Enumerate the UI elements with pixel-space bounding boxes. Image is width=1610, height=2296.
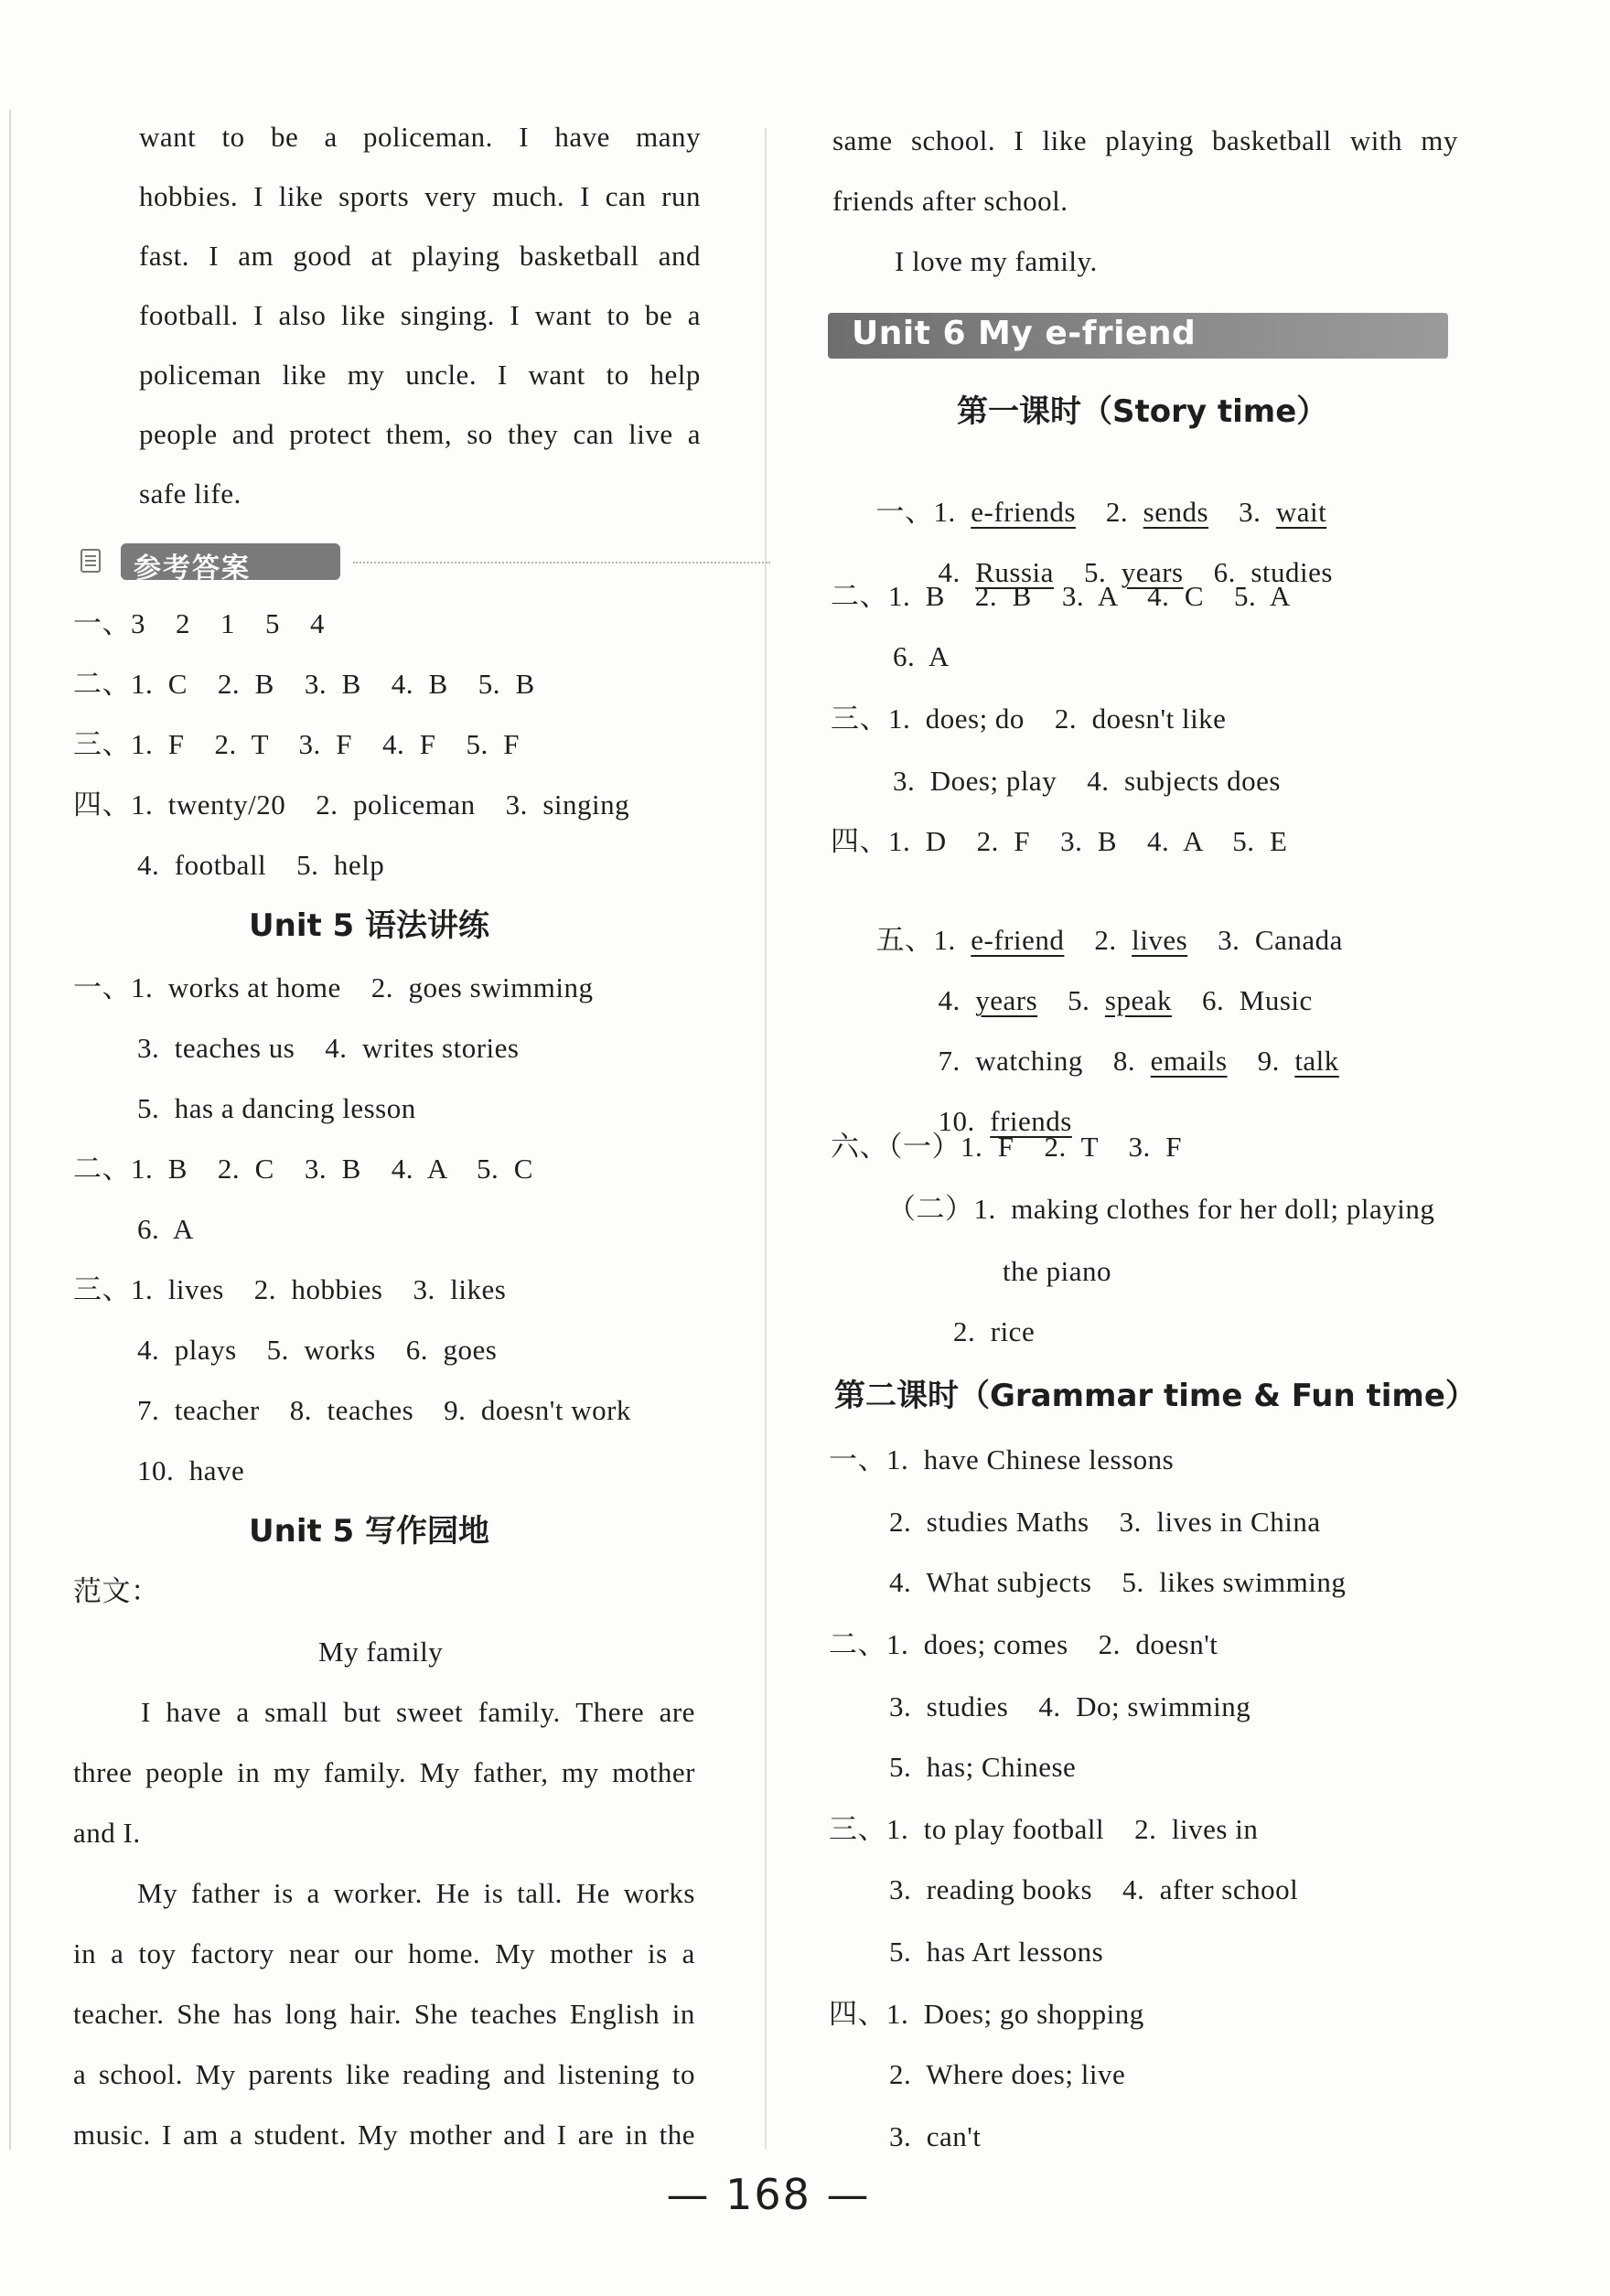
essay-word: a xyxy=(230,2119,243,2151)
essay-word: want xyxy=(528,359,585,391)
answer-line: 一、1. have Chinese lessons xyxy=(829,1443,1175,1475)
page-edge-shadow xyxy=(9,110,11,2150)
answer-line: 二、1. C 2. B 3. B 4. B 5. B xyxy=(73,668,535,700)
essay-word: My xyxy=(195,2058,236,2090)
answer-number: 一、1. xyxy=(875,496,956,528)
essay-word: is xyxy=(647,1937,668,1969)
answer-line: 一、1. works at home 2. goes swimming xyxy=(73,971,594,1003)
answer-line: 四、1. Does; go shopping xyxy=(829,1998,1144,2030)
essay-word: many xyxy=(636,121,701,153)
essay-line xyxy=(73,1936,695,1972)
answer-number: 2. xyxy=(1105,496,1129,528)
essay-word: the xyxy=(659,2119,695,2151)
essay-word: factory xyxy=(190,1937,274,1969)
essay-word: three xyxy=(73,1756,133,1788)
reference-answer-banner xyxy=(73,542,704,585)
essay-word: She xyxy=(177,1998,221,2030)
answer-number: 2. xyxy=(1094,924,1117,956)
answer-line: 3. can't xyxy=(889,2120,982,2152)
document-icon xyxy=(80,549,101,573)
essay-word: home. xyxy=(407,1937,481,1969)
answer-number: 4. xyxy=(938,556,961,588)
essay-word: help xyxy=(649,359,701,391)
essay-word: has xyxy=(232,1998,273,2030)
essay-word: toy xyxy=(138,1937,177,1969)
essay-word: football. xyxy=(139,299,239,331)
lesson-heading-story-time: 第一课时（Story time） xyxy=(957,393,1328,430)
underlined-answer: lives xyxy=(1132,924,1188,956)
essay-word: basketball xyxy=(519,240,639,272)
answer-number: 9. xyxy=(1257,1045,1280,1077)
answer-line: 二、1. does; comes 2. doesn't xyxy=(829,1628,1218,1660)
underlined-answer: speak xyxy=(1104,984,1172,1016)
answer-line: 一、3 2 1 5 4 xyxy=(73,607,325,639)
essay-word: I xyxy=(519,121,530,153)
essay-word: I xyxy=(1014,124,1025,156)
answer-line: 四、1. twenty/20 2. policeman 3. singing xyxy=(73,789,630,821)
essay-word: near xyxy=(288,1937,340,1969)
essay-word: school. xyxy=(910,124,996,156)
essay-word: I xyxy=(253,180,263,212)
essay-word: teaches xyxy=(470,1998,558,2030)
essay-line xyxy=(139,178,701,215)
essay-line: I love my family. xyxy=(895,245,1098,277)
essay-word: same xyxy=(832,124,893,156)
essay-word: my xyxy=(562,1756,599,1788)
essay-word: My xyxy=(419,1756,460,1788)
answer-line: 4. What subjects 5. likes swimming xyxy=(889,1566,1347,1598)
essay-word: He xyxy=(575,1877,610,1909)
essay-word: I xyxy=(510,299,521,331)
reference-answer-tag xyxy=(121,543,340,585)
essay-word: works xyxy=(623,1877,695,1909)
unit-banner-title: Unit 6 My e-friend xyxy=(852,315,1197,352)
reference-answer-label: 参考答案 xyxy=(134,553,251,585)
essay-line xyxy=(141,1694,695,1731)
essay-word: like xyxy=(1042,124,1087,156)
essay-word: sports xyxy=(338,180,410,212)
essay-word: hobbies. xyxy=(139,180,239,212)
essay-word: good xyxy=(293,240,352,272)
essay-word: is xyxy=(273,1877,294,1909)
essay-word: people xyxy=(145,1756,224,1788)
essay-word: am xyxy=(238,240,274,272)
underlined-answer: wait xyxy=(1275,496,1327,528)
answer-line: 4. plays 5. works 6. goes xyxy=(137,1334,498,1366)
essay-word: are xyxy=(659,1696,695,1728)
dotted-rule xyxy=(353,562,770,563)
essay-word: a xyxy=(682,1937,695,1969)
essay-word: listening xyxy=(557,2058,660,2090)
answer-number: 五、1. xyxy=(875,924,956,956)
essay-word: mother xyxy=(409,2119,493,2151)
essay-line xyxy=(139,119,701,156)
essay-line xyxy=(139,238,701,274)
answer-line: 6. A xyxy=(137,1213,194,1245)
answer-line: 5. has a dancing lesson xyxy=(137,1092,416,1124)
essay-word: my xyxy=(347,359,385,391)
answer-line: 3. Does; play 4. subjects does xyxy=(893,765,1281,797)
essay-word: to xyxy=(671,2058,695,2090)
essay-title: My family xyxy=(318,1636,444,1668)
essay-word: English xyxy=(569,1998,660,2030)
essay-word: reading xyxy=(402,2058,491,2090)
answer-line: 二、1. B 2. B 3. A 4. C 5. A xyxy=(831,580,1291,612)
essay-word: father xyxy=(190,1877,261,1909)
essay-word: like xyxy=(345,2058,391,2090)
essay-word: There xyxy=(575,1696,645,1728)
essay-word: in xyxy=(73,1937,97,1969)
essay-word: to xyxy=(606,359,629,391)
essay-word: them, xyxy=(385,418,453,450)
essay-line xyxy=(139,297,701,334)
answer-line: 3. teaches us 4. writes stories xyxy=(137,1032,520,1064)
essay-word: and xyxy=(658,240,701,272)
essay-word: playing xyxy=(1105,124,1194,156)
answer-line: 7. teacher 8. teaches 9. doesn't work xyxy=(137,1394,631,1426)
answer-line: 3. studies 4. Do; swimming xyxy=(889,1690,1251,1722)
answer-text: 6. studies xyxy=(1213,556,1333,588)
essay-word: student. xyxy=(253,2119,347,2151)
essay-line xyxy=(73,2117,695,2153)
essay-word: people xyxy=(139,418,218,450)
essay-word: mother xyxy=(550,1937,633,1969)
essay-line xyxy=(73,2056,695,2093)
essay-line xyxy=(832,123,1458,159)
essay-word: My xyxy=(358,2119,399,2151)
essay-line xyxy=(139,357,701,393)
essay-word: I xyxy=(497,359,508,391)
lesson-heading-grammar-fun-time: 第二课时（Grammar time & Fun time） xyxy=(834,1378,1476,1414)
essay-word: they xyxy=(507,418,559,450)
essay-word: also xyxy=(278,299,327,331)
essay-word: a xyxy=(324,121,338,153)
answer-line: 5. has Art lessons xyxy=(889,1936,1104,1968)
essay-line xyxy=(73,1754,695,1791)
essay-word: playing xyxy=(412,240,500,272)
essay-line xyxy=(139,416,701,453)
answer-line: 二、1. B 2. C 3. B 4. A 5. C xyxy=(73,1153,533,1185)
page-number: — 168 — xyxy=(666,2170,871,2219)
essay-word: with xyxy=(1349,124,1403,156)
essay-word: policeman xyxy=(139,359,262,391)
unit-banner xyxy=(828,313,1448,359)
answer-line: 2. rice xyxy=(953,1315,1036,1347)
answer-line: 三、1. F 2. T 3. F 4. F 5. F xyxy=(73,728,521,760)
essay-word: run xyxy=(661,180,701,212)
essay-word: I xyxy=(253,299,263,331)
essay-word: much. xyxy=(492,180,565,212)
answer-line: 2. Where does; live xyxy=(889,2058,1126,2090)
answer-text: 6. Music xyxy=(1202,984,1313,1016)
answer-line: 三、1. does; do 2. doesn't like xyxy=(831,703,1227,735)
essay-word: father, xyxy=(473,1756,549,1788)
essay-word: am xyxy=(183,2119,219,2151)
essay-word: so xyxy=(467,418,493,450)
essay-word: like xyxy=(282,359,327,391)
essay-word: hair. xyxy=(349,1998,402,2030)
essay-word: I xyxy=(141,1696,151,1728)
essay-word: like xyxy=(278,180,324,212)
essay-word: is xyxy=(483,1877,504,1909)
underlined-answer: e-friend xyxy=(971,924,1065,956)
essay-word: small xyxy=(264,1696,328,1728)
essay-word: be xyxy=(270,121,299,153)
essay-word: a xyxy=(111,1937,124,1969)
section-heading-writing: Unit 5 写作园地 xyxy=(249,1513,490,1550)
underlined-answer: years xyxy=(975,984,1038,1016)
essay-word: my xyxy=(273,1756,311,1788)
essay-word: and xyxy=(503,2119,546,2151)
essay-word: in xyxy=(237,1756,261,1788)
answer-line: 10. have xyxy=(137,1454,245,1486)
essay-word: at xyxy=(370,240,392,272)
answer-line: the piano xyxy=(1003,1255,1111,1287)
essay-word: and xyxy=(503,2058,546,2090)
answer-line: 4. football 5. help xyxy=(137,849,385,881)
answer-line: 四、1. D 2. F 3. B 4. A 5. E xyxy=(831,825,1288,857)
essay-word: want xyxy=(139,121,197,153)
answer-line: 三、1. lives 2. hobbies 3. likes xyxy=(73,1273,507,1305)
underlined-answer: years xyxy=(1121,556,1184,588)
answer-line: 3. reading books 4. after school xyxy=(889,1873,1299,1905)
essay-word: can xyxy=(573,418,614,450)
answer-line: 三、1. to play football 2. lives in xyxy=(829,1813,1259,1845)
answer-line: 2. studies Maths 3. lives in China xyxy=(889,1506,1321,1538)
underlined-answer: e-friends xyxy=(971,496,1076,528)
column-divider xyxy=(765,128,767,2150)
essay-word: basketball xyxy=(1211,124,1332,156)
essay-word: in xyxy=(671,1998,695,2030)
answer-number: 5. xyxy=(1068,984,1090,1016)
essay-word: I xyxy=(209,240,220,272)
section-heading-grammar: Unit 5 语法讲练 xyxy=(249,907,490,944)
underlined-answer: friends xyxy=(990,1105,1072,1137)
essay-word: in xyxy=(625,2119,649,2151)
essay-word: a xyxy=(73,2058,87,2090)
essay-word: but xyxy=(343,1696,381,1728)
essay-word: She xyxy=(413,1998,458,2030)
essay-line: friends after school. xyxy=(832,185,1068,217)
essay-line xyxy=(137,1875,695,1912)
essay-word: mother xyxy=(612,1756,695,1788)
underlined-answer: Russia xyxy=(975,556,1054,588)
essay-word: family. xyxy=(478,1696,561,1728)
answer-number: 5. xyxy=(1083,556,1107,588)
essay-word: policeman. xyxy=(363,121,493,153)
essay-word: to xyxy=(606,299,630,331)
essay-word: a xyxy=(306,1877,320,1909)
essay-word: worker. xyxy=(333,1877,423,1909)
answer-number: 10. xyxy=(938,1105,975,1137)
answer-number: 7. watching 8. xyxy=(938,1045,1136,1077)
essay-word: our xyxy=(354,1937,393,1969)
essay-line xyxy=(73,1996,695,2033)
essay-word: family. xyxy=(323,1756,407,1788)
essay-word: fast. xyxy=(139,240,190,272)
essay-word: long xyxy=(284,1998,338,2030)
answer-line: 六、（一）1. F 2. T 3. F xyxy=(831,1131,1183,1163)
essay-word: have xyxy=(166,1696,221,1728)
essay-word: music. xyxy=(73,2119,151,2151)
essay-word: to xyxy=(221,121,245,153)
essay-word: a xyxy=(687,299,701,331)
essay-word: are xyxy=(577,2119,615,2151)
essay-word: school. xyxy=(98,2058,184,2090)
answer-line: 6. A xyxy=(893,640,950,672)
underlined-answer: emails xyxy=(1150,1045,1228,1077)
essay-word: I xyxy=(162,2119,172,2151)
essay-word: a xyxy=(687,418,701,450)
essay-word: I xyxy=(556,2119,567,2151)
answer-number: 3. xyxy=(1239,496,1261,528)
essay-word: sweet xyxy=(396,1696,464,1728)
essay-word: He xyxy=(435,1877,470,1909)
essay-word: I xyxy=(580,180,590,212)
essay-word: very xyxy=(424,180,478,212)
essay-line: and I. xyxy=(73,1817,141,1849)
essay-word: a xyxy=(236,1696,250,1728)
essay-word: like xyxy=(340,299,386,331)
answer-line: （二）1. making clothes for her doll; playing xyxy=(887,1193,1435,1225)
essay-word: parents xyxy=(248,2058,334,2090)
essay-word: protect xyxy=(289,418,371,450)
model-essay-label: 范文： xyxy=(73,1575,160,1607)
answer-line: 5. has; Chinese xyxy=(889,1751,1077,1783)
essay-word: be xyxy=(644,299,673,331)
answer-number: 4. xyxy=(938,984,961,1016)
underlined-answer: sends xyxy=(1143,496,1209,528)
essay-word: have xyxy=(554,121,610,153)
essay-word: uncle. xyxy=(405,359,478,391)
essay-word: live xyxy=(628,418,673,450)
underlined-answer: talk xyxy=(1294,1045,1339,1077)
essay-line: safe life. xyxy=(139,477,242,510)
essay-word: and xyxy=(231,418,275,450)
essay-word: tall. xyxy=(517,1877,563,1909)
answer-text: 3. Canada xyxy=(1218,924,1343,956)
essay-word: can xyxy=(605,180,647,212)
essay-word: teacher. xyxy=(73,1998,165,2030)
essay-word: My xyxy=(137,1877,178,1909)
essay-word: singing. xyxy=(400,299,495,331)
essay-word: My xyxy=(495,1937,536,1969)
essay-word: my xyxy=(1421,124,1458,156)
essay-word: want xyxy=(534,299,592,331)
